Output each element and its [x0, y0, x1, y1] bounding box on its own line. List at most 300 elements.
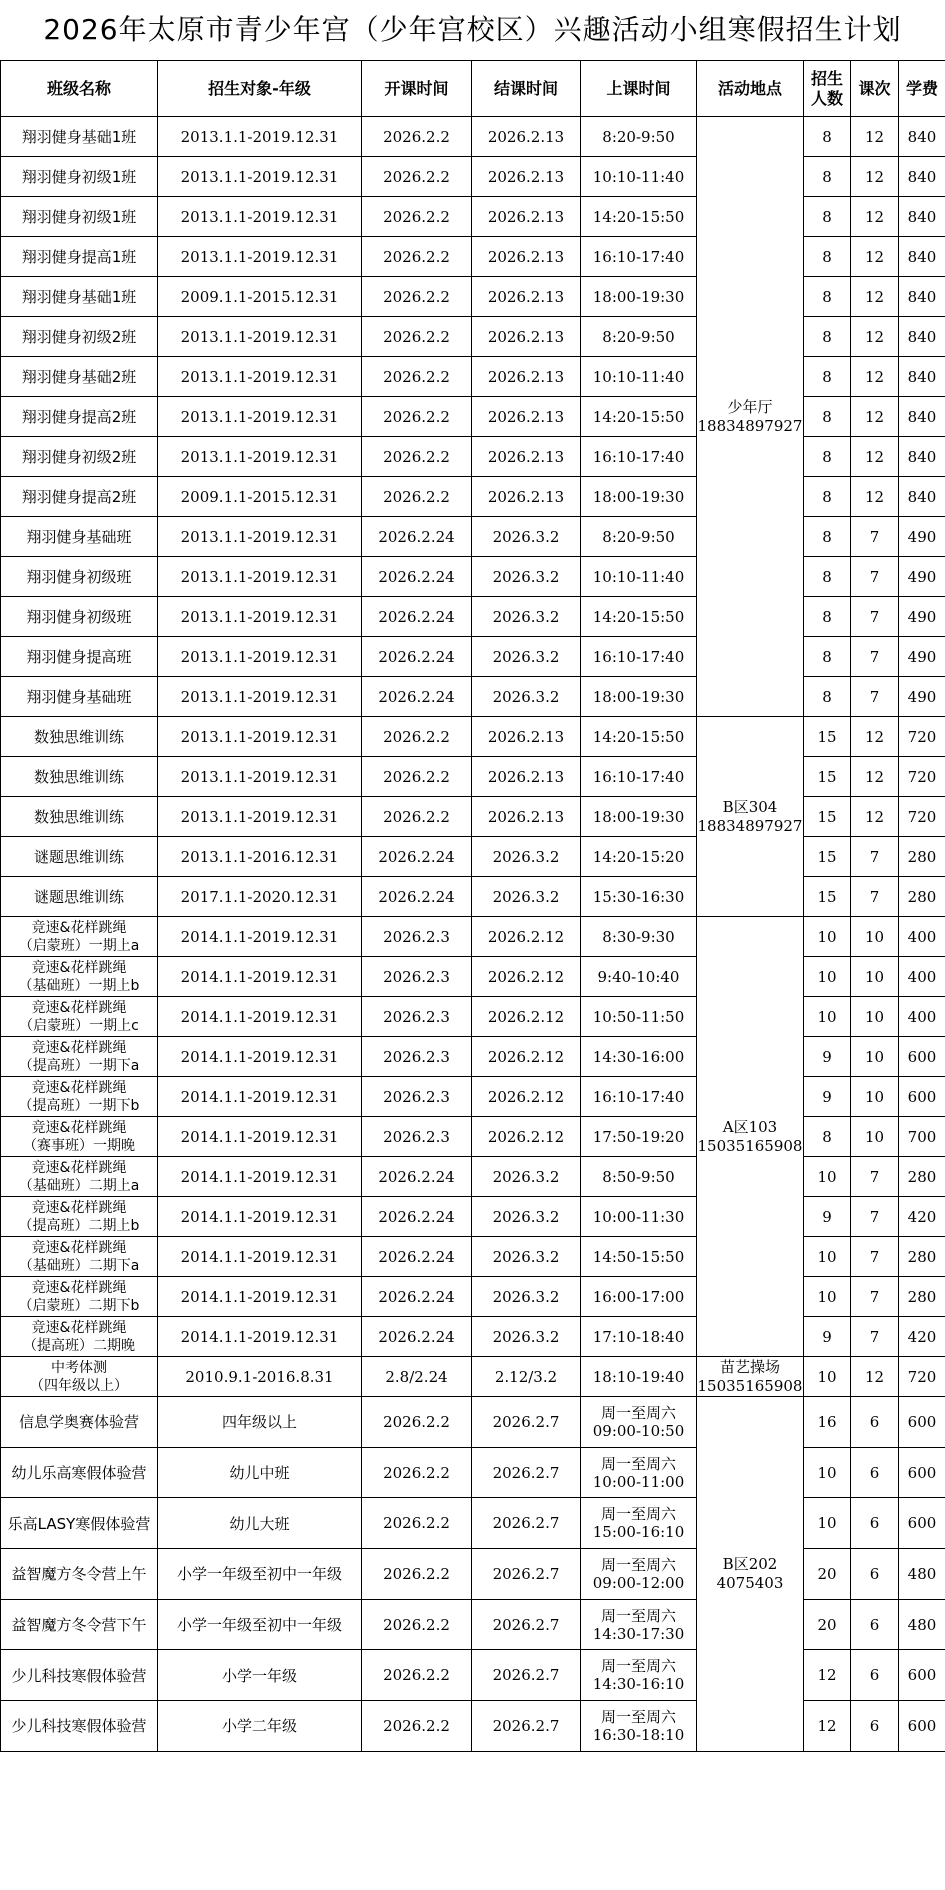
target-cell: 2013.1.1-2019.12.31 [158, 717, 362, 757]
class-time: 18:10-19:40 [592, 1367, 685, 1386]
class-name: （启蒙班）一期上c [19, 1017, 139, 1034]
class-name: 数独思维训练 [33, 808, 124, 826]
target-cell: 小学一年级至初中一年级 [158, 1549, 362, 1600]
enrollment-table [0, 60, 945, 1752]
start-date-cell: 2026.2.3 [362, 1037, 472, 1077]
class-name: （提高班）一期下b [18, 1097, 140, 1114]
target-cell: 2013.1.1-2019.12.31 [158, 797, 362, 837]
start-date-cell: 2026.2.24 [362, 557, 472, 597]
class-time: 14:30-16:00 [592, 1047, 685, 1066]
sessions-cell: 6 [851, 1650, 899, 1701]
end-date-cell: 2026.2.13 [472, 197, 581, 237]
class-time-cell [581, 677, 697, 717]
target-cell: 2013.1.1-2019.12.31 [158, 757, 362, 797]
class-name-cell [1, 1317, 158, 1357]
class-time-cell [581, 877, 697, 917]
end-date-cell: 2026.2.12 [472, 957, 581, 997]
class-time-cell [581, 597, 697, 637]
table-row [1, 1599, 945, 1650]
end-date-cell: 2026.2.13 [472, 437, 581, 477]
table-row [1, 157, 945, 197]
quota-cell: 10 [804, 1498, 851, 1549]
target-cell: 2013.1.1-2019.12.31 [158, 197, 362, 237]
fee-cell: 480 [899, 1599, 945, 1650]
class-time: 14:20-15:50 [592, 727, 685, 746]
class-time: 10:50-11:50 [592, 1007, 685, 1026]
table-row [1, 557, 945, 597]
end-date-cell: 2026.2.13 [472, 277, 581, 317]
start-date-cell: 2026.2.2 [362, 317, 472, 357]
start-date-cell: 2026.2.3 [362, 1077, 472, 1117]
class-name-cell [1, 1237, 158, 1277]
class-time-cell [581, 1037, 697, 1077]
class-time-cell [581, 397, 697, 437]
quota-cell: 8 [804, 517, 851, 557]
start-date-cell: 2026.2.24 [362, 597, 472, 637]
fee-cell: 280 [899, 837, 945, 877]
sessions-cell: 7 [851, 597, 899, 637]
class-name-cell [1, 837, 158, 877]
class-name: 翔羽健身提高2班 [21, 488, 137, 506]
fee-cell: 280 [899, 1157, 945, 1197]
class-name-cell [1, 557, 158, 597]
end-date-cell: 2026.3.2 [472, 1317, 581, 1357]
quota-cell: 20 [804, 1599, 851, 1650]
venue-line: A区103 [722, 1117, 778, 1136]
target-cell: 2014.1.1-2019.12.31 [158, 1197, 362, 1237]
class-time: 17:10-18:40 [592, 1327, 685, 1346]
end-date-cell: 2026.2.7 [472, 1599, 581, 1650]
end-date-cell: 2026.2.13 [472, 757, 581, 797]
venue-line: 15035165908 [697, 1136, 803, 1155]
end-date-cell: 2026.2.7 [472, 1447, 581, 1498]
sessions-cell: 7 [851, 837, 899, 877]
class-name: 翔羽健身基础班 [26, 688, 132, 706]
class-name: 竞速&花样跳绳 [31, 1199, 127, 1216]
fee-cell: 600 [899, 1650, 945, 1701]
class-name: 竞速&花样跳绳 [31, 1079, 127, 1096]
class-time-cell [581, 797, 697, 837]
venue-line: 4075403 [716, 1573, 784, 1592]
table-row [1, 597, 945, 637]
class-time-cell [581, 717, 697, 757]
fee-cell: 840 [899, 437, 945, 477]
quota-cell: 15 [804, 757, 851, 797]
venue-line: B区304 [722, 797, 778, 816]
class-time-cell [581, 317, 697, 357]
class-time-cell [581, 1397, 697, 1448]
quota-cell: 10 [804, 1447, 851, 1498]
start-date-cell: 2026.2.2 [362, 277, 472, 317]
sessions-cell: 7 [851, 1317, 899, 1357]
quota-cell: 8 [804, 597, 851, 637]
class-name-cell [1, 117, 158, 157]
class-name-cell [1, 717, 158, 757]
class-name: 翔羽健身基础2班 [21, 368, 137, 386]
class-name-cell [1, 1498, 158, 1549]
class-name-cell [1, 1599, 158, 1650]
class-name: （启蒙班）一期上a [18, 937, 140, 954]
header-sessions: 课次 [851, 61, 899, 117]
start-date-cell: 2026.2.24 [362, 837, 472, 877]
fee-cell: 840 [899, 317, 945, 357]
start-date-cell: 2026.2.2 [362, 717, 472, 757]
venue-line: 苗艺操场 [719, 1357, 780, 1376]
class-time: 14:30-16:10 [592, 1675, 685, 1694]
venue-cell [697, 117, 804, 717]
table-row [1, 1077, 945, 1117]
target-cell: 2014.1.1-2019.12.31 [158, 957, 362, 997]
quota-cell: 10 [804, 1237, 851, 1277]
start-date-cell: 2.8/2.24 [362, 1357, 472, 1397]
fee-cell: 840 [899, 357, 945, 397]
fee-cell: 700 [899, 1117, 945, 1157]
target-cell: 小学一年级至初中一年级 [158, 1599, 362, 1650]
class-time: 10:00-11:00 [592, 1472, 685, 1491]
class-time: 14:20-15:20 [592, 847, 685, 866]
class-time: 10:10-11:40 [592, 567, 685, 586]
sessions-cell: 7 [851, 1277, 899, 1317]
class-name-cell [1, 1357, 158, 1397]
quota-cell: 15 [804, 797, 851, 837]
header-start-date: 开课时间 [362, 61, 472, 117]
start-date-cell: 2026.2.24 [362, 1317, 472, 1357]
sessions-cell: 10 [851, 957, 899, 997]
fee-cell: 840 [899, 117, 945, 157]
class-name: 竞速&花样跳绳 [31, 919, 127, 936]
start-date-cell: 2026.2.2 [362, 1447, 472, 1498]
class-name: 竞速&花样跳绳 [31, 959, 127, 976]
class-name: 翔羽健身初级2班 [21, 328, 137, 346]
class-name-cell [1, 957, 158, 997]
class-time: 周一至周六 [600, 1707, 676, 1726]
start-date-cell: 2026.2.2 [362, 477, 472, 517]
class-time: 周一至周六 [600, 1657, 676, 1676]
start-date-cell: 2026.2.3 [362, 957, 472, 997]
target-cell: 2014.1.1-2019.12.31 [158, 997, 362, 1037]
target-cell: 2013.1.1-2019.12.31 [158, 437, 362, 477]
start-date-cell: 2026.2.2 [362, 157, 472, 197]
end-date-cell: 2026.3.2 [472, 677, 581, 717]
table-row [1, 317, 945, 357]
class-time-cell [581, 557, 697, 597]
fee-cell: 720 [899, 717, 945, 757]
class-name: 翔羽健身初级班 [26, 608, 132, 626]
target-cell: 2013.1.1-2019.12.31 [158, 557, 362, 597]
end-date-cell: 2026.3.2 [472, 1277, 581, 1317]
sessions-cell: 7 [851, 677, 899, 717]
fee-cell: 600 [899, 1077, 945, 1117]
class-time-cell [581, 477, 697, 517]
start-date-cell: 2026.2.3 [362, 1117, 472, 1157]
class-time: 10:10-11:40 [592, 167, 685, 186]
sessions-cell: 12 [851, 317, 899, 357]
target-cell: 2009.1.1-2015.12.31 [158, 477, 362, 517]
quota-cell: 8 [804, 117, 851, 157]
table-row [1, 957, 945, 997]
start-date-cell: 2026.2.24 [362, 517, 472, 557]
fee-cell: 280 [899, 1237, 945, 1277]
sessions-cell: 12 [851, 717, 899, 757]
class-time-cell [581, 157, 697, 197]
class-name: （基础班）二期下a [18, 1257, 140, 1274]
target-cell: 四年级以上 [158, 1397, 362, 1448]
class-name: 幼儿乐高寒假体验营 [11, 1464, 147, 1483]
class-time: 周一至周六 [600, 1555, 676, 1574]
class-name-cell [1, 877, 158, 917]
fee-cell: 490 [899, 597, 945, 637]
start-date-cell: 2026.2.2 [362, 1701, 472, 1752]
quota-cell: 8 [804, 1117, 851, 1157]
sessions-cell: 10 [851, 1117, 899, 1157]
class-time-cell [581, 1650, 697, 1701]
class-name: 竞速&花样跳绳 [31, 1159, 127, 1176]
quota-cell: 8 [804, 277, 851, 317]
table-row [1, 1277, 945, 1317]
class-name-cell [1, 357, 158, 397]
class-time-cell [581, 917, 697, 957]
class-name: （启蒙班）二期下b [18, 1297, 140, 1314]
class-name-cell [1, 197, 158, 237]
fee-cell: 600 [899, 1498, 945, 1549]
target-cell: 2013.1.1-2019.12.31 [158, 237, 362, 277]
target-cell: 2013.1.1-2019.12.31 [158, 597, 362, 637]
header-target: 招生对象-年级 [158, 61, 362, 117]
class-name-cell [1, 1077, 158, 1117]
sessions-cell: 12 [851, 357, 899, 397]
table-row [1, 1549, 945, 1600]
class-name-cell [1, 637, 158, 677]
fee-cell: 400 [899, 957, 945, 997]
header-class-time: 上课时间 [581, 61, 697, 117]
class-time: 16:00-17:00 [592, 1287, 685, 1306]
start-date-cell: 2026.2.3 [362, 997, 472, 1037]
target-cell: 2013.1.1-2016.12.31 [158, 837, 362, 877]
class-time: 14:30-17:30 [592, 1624, 685, 1643]
class-time-cell [581, 117, 697, 157]
table-row [1, 357, 945, 397]
class-name-cell [1, 757, 158, 797]
quota-cell: 9 [804, 1037, 851, 1077]
class-time-cell [581, 1701, 697, 1752]
class-time: 18:00-19:30 [592, 487, 685, 506]
fee-cell: 840 [899, 157, 945, 197]
sessions-cell: 6 [851, 1701, 899, 1752]
class-time: 16:10-17:40 [592, 767, 685, 786]
start-date-cell: 2026.2.2 [362, 1650, 472, 1701]
sessions-cell: 7 [851, 1197, 899, 1237]
class-name-cell [1, 677, 158, 717]
table-row [1, 1397, 945, 1448]
target-cell: 2013.1.1-2019.12.31 [158, 397, 362, 437]
end-date-cell: 2026.2.7 [472, 1650, 581, 1701]
class-name: （提高班）一期下a [18, 1057, 140, 1074]
fee-cell: 840 [899, 477, 945, 517]
class-name-cell [1, 1117, 158, 1157]
sessions-cell: 7 [851, 1157, 899, 1197]
class-time: 8:20-9:50 [602, 127, 675, 146]
class-time: 15:00-16:10 [592, 1523, 685, 1542]
class-time: 16:10-17:40 [592, 1087, 685, 1106]
table-body [1, 117, 945, 1752]
end-date-cell: 2.12/3.2 [472, 1357, 581, 1397]
sessions-cell: 12 [851, 277, 899, 317]
quota-cell: 8 [804, 237, 851, 277]
target-cell: 2009.1.1-2015.12.31 [158, 277, 362, 317]
class-name: 少儿科技寒假体验营 [11, 1717, 147, 1736]
start-date-cell: 2026.2.3 [362, 917, 472, 957]
class-name-cell [1, 397, 158, 437]
header-fee: 学费 [899, 61, 945, 117]
table-row [1, 997, 945, 1037]
class-time-cell [581, 197, 697, 237]
class-time: 15:30-16:30 [592, 887, 685, 906]
venue-line: 18834897927 [697, 416, 803, 435]
class-name: （四年级以上） [30, 1377, 128, 1394]
class-time-cell [581, 1197, 697, 1237]
quota-cell: 15 [804, 837, 851, 877]
class-time-cell [581, 1077, 697, 1117]
target-cell: 2013.1.1-2019.12.31 [158, 357, 362, 397]
sessions-cell: 7 [851, 1237, 899, 1277]
table-row [1, 757, 945, 797]
table-row [1, 717, 945, 757]
end-date-cell: 2026.2.12 [472, 997, 581, 1037]
target-cell: 2013.1.1-2019.12.31 [158, 317, 362, 357]
table-row [1, 637, 945, 677]
end-date-cell: 2026.2.12 [472, 1037, 581, 1077]
target-cell: 2014.1.1-2019.12.31 [158, 1277, 362, 1317]
class-time: 17:50-19:20 [592, 1127, 685, 1146]
sessions-cell: 10 [851, 997, 899, 1037]
target-cell: 2014.1.1-2019.12.31 [158, 1157, 362, 1197]
target-cell: 2014.1.1-2019.12.31 [158, 1117, 362, 1157]
target-cell: 2013.1.1-2019.12.31 [158, 517, 362, 557]
class-name-cell [1, 1197, 158, 1237]
class-name: 益智魔方冬令营下午 [11, 1616, 147, 1635]
class-name: 竞速&花样跳绳 [31, 1239, 127, 1256]
start-date-cell: 2026.2.2 [362, 1599, 472, 1650]
class-name-cell [1, 277, 158, 317]
class-time-cell [581, 1357, 697, 1397]
venue-cell [697, 1397, 804, 1752]
quota-cell: 8 [804, 637, 851, 677]
class-name-cell [1, 997, 158, 1037]
target-cell: 幼儿大班 [158, 1498, 362, 1549]
quota-cell: 20 [804, 1549, 851, 1600]
class-time: 10:00-11:30 [592, 1207, 685, 1226]
end-date-cell: 2026.2.13 [472, 237, 581, 277]
class-time-cell [581, 1237, 697, 1277]
table-row [1, 1317, 945, 1357]
class-name: 数独思维训练 [33, 768, 124, 786]
target-cell: 2013.1.1-2019.12.31 [158, 677, 362, 717]
fee-cell: 600 [899, 1037, 945, 1077]
table-row [1, 197, 945, 237]
start-date-cell: 2026.2.2 [362, 1498, 472, 1549]
fee-cell: 600 [899, 1701, 945, 1752]
class-time: 9:40-10:40 [597, 967, 680, 986]
class-name: 翔羽健身初级1班 [21, 168, 137, 186]
end-date-cell: 2026.3.2 [472, 837, 581, 877]
class-time-cell [581, 357, 697, 397]
start-date-cell: 2026.2.2 [362, 117, 472, 157]
class-name: （基础班）一期上b [18, 977, 140, 994]
table-row [1, 1650, 945, 1701]
sessions-cell: 10 [851, 917, 899, 957]
end-date-cell: 2026.2.13 [472, 397, 581, 437]
table-row [1, 837, 945, 877]
class-name-cell [1, 317, 158, 357]
table-row [1, 1117, 945, 1157]
quota-cell: 12 [804, 1701, 851, 1752]
start-date-cell: 2026.2.24 [362, 877, 472, 917]
end-date-cell: 2026.2.13 [472, 157, 581, 197]
table-row [1, 1498, 945, 1549]
sessions-cell: 12 [851, 157, 899, 197]
target-cell: 2013.1.1-2019.12.31 [158, 117, 362, 157]
venue-line: 15035165908 [697, 1376, 803, 1395]
class-name: 竞速&花样跳绳 [31, 1279, 127, 1296]
table-row [1, 117, 945, 157]
start-date-cell: 2026.2.2 [362, 797, 472, 837]
class-time: 09:00-12:00 [592, 1573, 685, 1592]
class-name-cell [1, 597, 158, 637]
target-cell: 2017.1.1-2020.12.31 [158, 877, 362, 917]
table-row [1, 1157, 945, 1197]
quota-cell: 10 [804, 1357, 851, 1397]
end-date-cell: 2026.2.13 [472, 797, 581, 837]
target-cell: 小学一年级 [158, 1650, 362, 1701]
quota-cell: 8 [804, 317, 851, 357]
fee-cell: 600 [899, 1397, 945, 1448]
start-date-cell: 2026.2.2 [362, 237, 472, 277]
sessions-cell: 7 [851, 637, 899, 677]
sessions-cell: 7 [851, 557, 899, 597]
table-row [1, 877, 945, 917]
quota-cell: 15 [804, 717, 851, 757]
class-time-cell [581, 1599, 697, 1650]
quota-cell: 16 [804, 1397, 851, 1448]
table-row [1, 1357, 945, 1397]
class-name: 竞速&花样跳绳 [31, 1039, 127, 1056]
end-date-cell: 2026.3.2 [472, 1157, 581, 1197]
table-row [1, 1447, 945, 1498]
class-time-cell [581, 1277, 697, 1317]
sessions-cell: 12 [851, 197, 899, 237]
class-time: 14:20-15:50 [592, 607, 685, 626]
class-name: （基础班）二期上a [18, 1177, 140, 1194]
fee-cell: 840 [899, 277, 945, 317]
end-date-cell: 2026.3.2 [472, 597, 581, 637]
target-cell: 2014.1.1-2019.12.31 [158, 1077, 362, 1117]
quota-cell: 8 [804, 397, 851, 437]
fee-cell: 490 [899, 677, 945, 717]
class-name: （提高班）二期晚 [23, 1337, 135, 1354]
sessions-cell: 12 [851, 757, 899, 797]
venue-cell [697, 717, 804, 917]
class-name: 翔羽健身基础1班 [21, 128, 137, 146]
class-name: 益智魔方冬令营上午 [11, 1565, 147, 1584]
class-time: 16:10-17:40 [592, 447, 685, 466]
target-cell: 2013.1.1-2019.12.31 [158, 157, 362, 197]
class-time-cell [581, 277, 697, 317]
class-time-cell [581, 1317, 697, 1357]
class-time: 周一至周六 [600, 1403, 676, 1422]
target-cell: 2014.1.1-2019.12.31 [158, 1237, 362, 1277]
page-title: 2026年太原市青少年宫（少年宫校区）兴趣活动小组寒假招生计划 [43, 13, 902, 46]
quota-cell: 8 [804, 357, 851, 397]
